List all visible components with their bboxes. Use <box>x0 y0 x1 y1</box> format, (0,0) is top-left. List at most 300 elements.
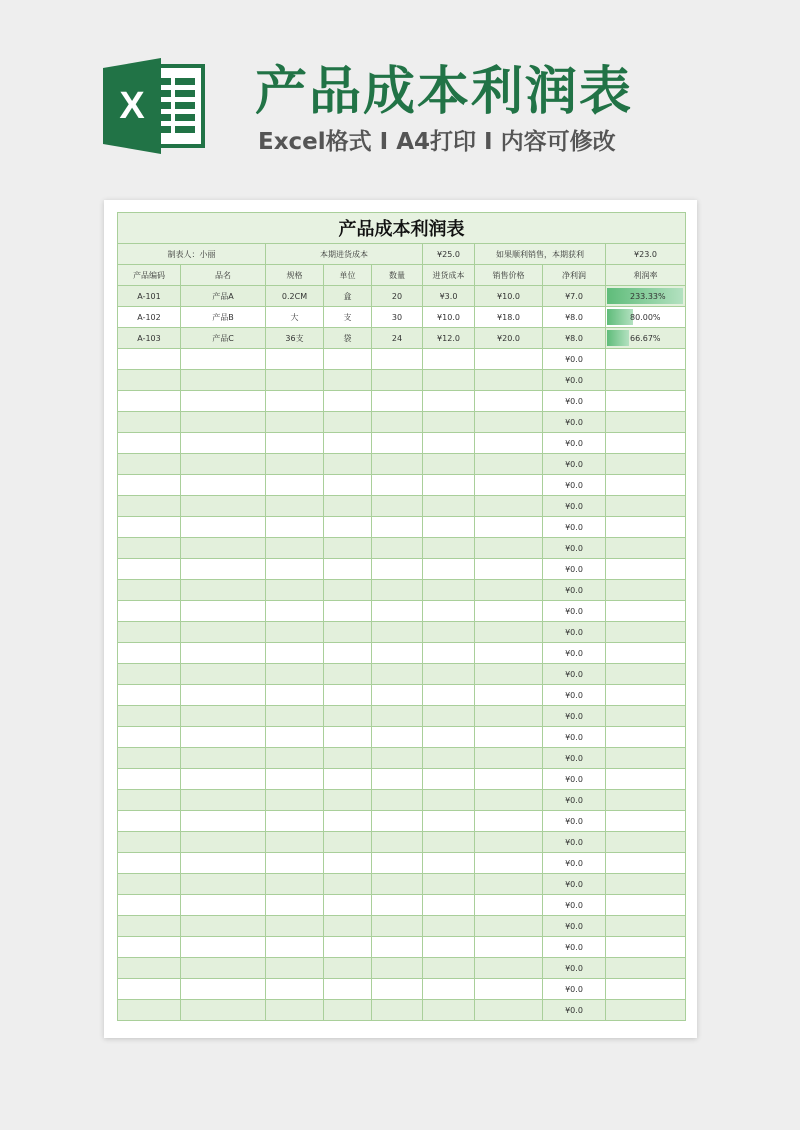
cell-profit[interactable]: ¥7.0 <box>543 286 606 307</box>
empty-cell[interactable] <box>324 496 372 517</box>
empty-cell[interactable] <box>181 727 266 748</box>
empty-cell[interactable] <box>372 769 423 790</box>
empty-cell[interactable] <box>181 853 266 874</box>
empty-cell[interactable] <box>324 349 372 370</box>
column-header[interactable]: 进货成本 <box>423 265 475 286</box>
empty-cell[interactable] <box>372 391 423 412</box>
empty-cell[interactable] <box>181 580 266 601</box>
cell-rate[interactable] <box>606 286 686 307</box>
cell-qty[interactable]: 24 <box>372 328 423 349</box>
empty-cell[interactable] <box>118 1000 181 1021</box>
cell-rate[interactable] <box>606 328 686 349</box>
empty-cell[interactable] <box>181 664 266 685</box>
empty-cell[interactable] <box>324 958 372 979</box>
cell-name[interactable]: 产品B <box>181 307 266 328</box>
empty-cell[interactable] <box>324 748 372 769</box>
empty-cell[interactable] <box>606 832 686 853</box>
empty-cell[interactable] <box>606 622 686 643</box>
empty-cell[interactable] <box>118 937 181 958</box>
empty-cell[interactable] <box>181 937 266 958</box>
column-header[interactable]: 数量 <box>372 265 423 286</box>
empty-cell[interactable] <box>118 370 181 391</box>
empty-cell[interactable] <box>423 496 475 517</box>
empty-cell[interactable] <box>118 517 181 538</box>
empty-cell[interactable] <box>475 391 543 412</box>
empty-cell[interactable] <box>475 727 543 748</box>
empty-cell[interactable] <box>475 433 543 454</box>
empty-cell[interactable] <box>372 874 423 895</box>
column-header[interactable]: 产品编码 <box>118 265 181 286</box>
column-header[interactable]: 销售价格 <box>475 265 543 286</box>
empty-cell[interactable] <box>266 622 324 643</box>
empty-cell[interactable] <box>266 454 324 475</box>
empty-cell[interactable] <box>423 475 475 496</box>
empty-cell[interactable] <box>475 517 543 538</box>
empty-cell[interactable] <box>606 979 686 1000</box>
cell-profit[interactable]: ¥0.0 <box>543 937 606 958</box>
empty-cell[interactable] <box>606 538 686 559</box>
empty-cell[interactable] <box>372 832 423 853</box>
empty-cell[interactable] <box>372 601 423 622</box>
empty-cell[interactable] <box>266 685 324 706</box>
empty-cell[interactable] <box>266 895 324 916</box>
cell-code[interactable]: A-103 <box>118 328 181 349</box>
empty-cell[interactable] <box>606 475 686 496</box>
empty-cell[interactable] <box>266 349 324 370</box>
empty-cell[interactable] <box>266 727 324 748</box>
empty-cell[interactable] <box>606 370 686 391</box>
empty-cell[interactable] <box>372 412 423 433</box>
column-header[interactable]: 利润率 <box>606 265 686 286</box>
empty-cell[interactable] <box>324 454 372 475</box>
empty-cell[interactable] <box>266 643 324 664</box>
empty-cell[interactable] <box>606 874 686 895</box>
empty-cell[interactable] <box>324 916 372 937</box>
cell-name[interactable]: 产品A <box>181 286 266 307</box>
empty-cell[interactable] <box>181 538 266 559</box>
empty-cell[interactable] <box>475 349 543 370</box>
empty-cell[interactable] <box>118 391 181 412</box>
cell-profit[interactable]: ¥8.0 <box>543 328 606 349</box>
cell-profit[interactable]: ¥0.0 <box>543 811 606 832</box>
empty-cell[interactable] <box>372 622 423 643</box>
empty-cell[interactable] <box>475 874 543 895</box>
cell-spec[interactable]: 0.2CM <box>266 286 324 307</box>
empty-cell[interactable] <box>118 895 181 916</box>
cell-profit[interactable]: ¥0.0 <box>543 601 606 622</box>
cell-profit[interactable]: ¥8.0 <box>543 307 606 328</box>
empty-cell[interactable] <box>181 1000 266 1021</box>
cell-profit[interactable]: ¥0.0 <box>543 433 606 454</box>
empty-cell[interactable] <box>324 433 372 454</box>
cell-code[interactable]: A-101 <box>118 286 181 307</box>
empty-cell[interactable] <box>324 580 372 601</box>
empty-cell[interactable] <box>475 706 543 727</box>
empty-cell[interactable] <box>118 853 181 874</box>
empty-cell[interactable] <box>266 580 324 601</box>
empty-cell[interactable] <box>423 706 475 727</box>
empty-cell[interactable] <box>181 748 266 769</box>
cell-profit[interactable]: ¥0.0 <box>543 349 606 370</box>
empty-cell[interactable] <box>266 664 324 685</box>
empty-cell[interactable] <box>324 979 372 1000</box>
cell-profit[interactable]: ¥0.0 <box>543 391 606 412</box>
empty-cell[interactable] <box>266 370 324 391</box>
empty-cell[interactable] <box>423 538 475 559</box>
empty-cell[interactable] <box>423 601 475 622</box>
empty-cell[interactable] <box>181 979 266 1000</box>
empty-cell[interactable] <box>118 790 181 811</box>
empty-cell[interactable] <box>423 811 475 832</box>
empty-cell[interactable] <box>606 580 686 601</box>
empty-cell[interactable] <box>423 958 475 979</box>
empty-cell[interactable] <box>606 601 686 622</box>
empty-cell[interactable] <box>475 454 543 475</box>
empty-cell[interactable] <box>423 769 475 790</box>
empty-cell[interactable] <box>118 811 181 832</box>
empty-cell[interactable] <box>181 916 266 937</box>
empty-cell[interactable] <box>324 769 372 790</box>
empty-cell[interactable] <box>324 370 372 391</box>
empty-cell[interactable] <box>266 412 324 433</box>
sheet-title[interactable]: 产品成本利润表 <box>118 213 686 244</box>
empty-cell[interactable] <box>423 685 475 706</box>
cell-spec[interactable]: 大 <box>266 307 324 328</box>
cell-profit[interactable]: ¥0.0 <box>543 979 606 1000</box>
cell-profit[interactable]: ¥0.0 <box>543 748 606 769</box>
empty-cell[interactable] <box>423 664 475 685</box>
empty-cell[interactable] <box>118 958 181 979</box>
cell-profit[interactable]: ¥0.0 <box>543 958 606 979</box>
empty-cell[interactable] <box>475 811 543 832</box>
empty-cell[interactable] <box>423 433 475 454</box>
empty-cell[interactable] <box>266 853 324 874</box>
cell-profit[interactable]: ¥0.0 <box>543 496 606 517</box>
empty-cell[interactable] <box>372 370 423 391</box>
cell-price[interactable]: ¥10.0 <box>475 286 543 307</box>
empty-cell[interactable] <box>423 832 475 853</box>
empty-cell[interactable] <box>423 559 475 580</box>
empty-cell[interactable] <box>606 559 686 580</box>
empty-cell[interactable] <box>475 832 543 853</box>
empty-cell[interactable] <box>606 349 686 370</box>
empty-cell[interactable] <box>181 622 266 643</box>
empty-cell[interactable] <box>475 370 543 391</box>
empty-cell[interactable] <box>324 601 372 622</box>
cell-price[interactable]: ¥18.0 <box>475 307 543 328</box>
empty-cell[interactable] <box>324 790 372 811</box>
empty-cell[interactable] <box>475 412 543 433</box>
empty-cell[interactable] <box>118 559 181 580</box>
empty-cell[interactable] <box>606 853 686 874</box>
empty-cell[interactable] <box>181 958 266 979</box>
empty-cell[interactable] <box>266 748 324 769</box>
empty-cell[interactable] <box>423 748 475 769</box>
empty-cell[interactable] <box>324 853 372 874</box>
cell-profit[interactable]: ¥0.0 <box>543 475 606 496</box>
empty-cell[interactable] <box>118 349 181 370</box>
empty-cell[interactable] <box>475 622 543 643</box>
empty-cell[interactable] <box>606 517 686 538</box>
empty-cell[interactable] <box>475 937 543 958</box>
empty-cell[interactable] <box>423 874 475 895</box>
empty-cell[interactable] <box>181 370 266 391</box>
empty-cell[interactable] <box>372 811 423 832</box>
empty-cell[interactable] <box>266 1000 324 1021</box>
empty-cell[interactable] <box>181 391 266 412</box>
empty-cell[interactable] <box>266 958 324 979</box>
empty-cell[interactable] <box>118 769 181 790</box>
empty-cell[interactable] <box>606 916 686 937</box>
empty-cell[interactable] <box>372 664 423 685</box>
empty-cell[interactable] <box>475 895 543 916</box>
empty-cell[interactable] <box>475 496 543 517</box>
empty-cell[interactable] <box>181 706 266 727</box>
empty-cell[interactable] <box>606 937 686 958</box>
cell-profit[interactable]: ¥0.0 <box>543 832 606 853</box>
empty-cell[interactable] <box>266 475 324 496</box>
cell-profit[interactable]: ¥0.0 <box>543 790 606 811</box>
empty-cell[interactable] <box>118 874 181 895</box>
empty-cell[interactable] <box>423 895 475 916</box>
empty-cell[interactable] <box>266 706 324 727</box>
column-header[interactable]: 品名 <box>181 265 266 286</box>
empty-cell[interactable] <box>423 580 475 601</box>
cell-cost[interactable]: ¥12.0 <box>423 328 475 349</box>
cell-profit[interactable]: ¥0.0 <box>543 622 606 643</box>
empty-cell[interactable] <box>372 853 423 874</box>
empty-cell[interactable] <box>372 790 423 811</box>
empty-cell[interactable] <box>118 622 181 643</box>
empty-cell[interactable] <box>181 496 266 517</box>
cell-spec[interactable]: 36支 <box>266 328 324 349</box>
empty-cell[interactable] <box>372 559 423 580</box>
empty-cell[interactable] <box>475 1000 543 1021</box>
empty-cell[interactable] <box>118 748 181 769</box>
empty-cell[interactable] <box>266 601 324 622</box>
empty-cell[interactable] <box>324 937 372 958</box>
maker-cell[interactable]: 制表人：小丽 <box>118 244 266 265</box>
empty-cell[interactable] <box>324 643 372 664</box>
empty-cell[interactable] <box>118 412 181 433</box>
empty-cell[interactable] <box>181 811 266 832</box>
empty-cell[interactable] <box>423 517 475 538</box>
empty-cell[interactable] <box>118 685 181 706</box>
empty-cell[interactable] <box>423 937 475 958</box>
empty-cell[interactable] <box>475 853 543 874</box>
empty-cell[interactable] <box>606 769 686 790</box>
cell-rate[interactable] <box>606 307 686 328</box>
empty-cell[interactable] <box>118 832 181 853</box>
empty-cell[interactable] <box>372 937 423 958</box>
cell-name[interactable]: 产品C <box>181 328 266 349</box>
empty-cell[interactable] <box>266 979 324 1000</box>
empty-cell[interactable] <box>606 895 686 916</box>
cell-qty[interactable]: 30 <box>372 307 423 328</box>
empty-cell[interactable] <box>266 916 324 937</box>
empty-cell[interactable] <box>181 517 266 538</box>
empty-cell[interactable] <box>372 517 423 538</box>
empty-cell[interactable] <box>372 916 423 937</box>
empty-cell[interactable] <box>181 454 266 475</box>
empty-cell[interactable] <box>372 685 423 706</box>
empty-cell[interactable] <box>181 412 266 433</box>
empty-cell[interactable] <box>475 601 543 622</box>
cell-profit[interactable]: ¥0.0 <box>543 895 606 916</box>
empty-cell[interactable] <box>118 916 181 937</box>
empty-cell[interactable] <box>475 685 543 706</box>
empty-cell[interactable] <box>324 1000 372 1021</box>
empty-cell[interactable] <box>372 706 423 727</box>
empty-cell[interactable] <box>324 874 372 895</box>
empty-cell[interactable] <box>372 538 423 559</box>
cell-profit[interactable]: ¥0.0 <box>543 685 606 706</box>
empty-cell[interactable] <box>266 790 324 811</box>
empty-cell[interactable] <box>324 412 372 433</box>
empty-cell[interactable] <box>324 391 372 412</box>
cost-value-cell[interactable]: ¥25.0 <box>423 244 475 265</box>
empty-cell[interactable] <box>324 664 372 685</box>
empty-cell[interactable] <box>181 685 266 706</box>
empty-cell[interactable] <box>324 559 372 580</box>
profit-label-cell[interactable]: 如果顺利销售，本期获利 <box>475 244 606 265</box>
empty-cell[interactable] <box>372 349 423 370</box>
cell-code[interactable]: A-102 <box>118 307 181 328</box>
empty-cell[interactable] <box>606 958 686 979</box>
empty-cell[interactable] <box>266 811 324 832</box>
empty-cell[interactable] <box>118 706 181 727</box>
empty-cell[interactable] <box>324 811 372 832</box>
cell-profit[interactable]: ¥0.0 <box>543 643 606 664</box>
empty-cell[interactable] <box>266 937 324 958</box>
empty-cell[interactable] <box>423 370 475 391</box>
empty-cell[interactable] <box>266 769 324 790</box>
empty-cell[interactable] <box>181 643 266 664</box>
empty-cell[interactable] <box>118 664 181 685</box>
cell-profit[interactable]: ¥0.0 <box>543 412 606 433</box>
empty-cell[interactable] <box>372 979 423 1000</box>
empty-cell[interactable] <box>266 496 324 517</box>
empty-cell[interactable] <box>475 790 543 811</box>
empty-cell[interactable] <box>181 601 266 622</box>
cell-cost[interactable]: ¥10.0 <box>423 307 475 328</box>
cell-cost[interactable]: ¥3.0 <box>423 286 475 307</box>
empty-cell[interactable] <box>372 1000 423 1021</box>
empty-cell[interactable] <box>181 832 266 853</box>
cell-profit[interactable]: ¥0.0 <box>543 727 606 748</box>
empty-cell[interactable] <box>606 664 686 685</box>
empty-cell[interactable] <box>423 979 475 1000</box>
empty-cell[interactable] <box>372 727 423 748</box>
empty-cell[interactable] <box>324 832 372 853</box>
empty-cell[interactable] <box>606 412 686 433</box>
empty-cell[interactable] <box>423 454 475 475</box>
cell-profit[interactable]: ¥0.0 <box>543 538 606 559</box>
empty-cell[interactable] <box>372 580 423 601</box>
cell-unit[interactable]: 支 <box>324 307 372 328</box>
empty-cell[interactable] <box>118 433 181 454</box>
cell-profit[interactable]: ¥0.0 <box>543 874 606 895</box>
empty-cell[interactable] <box>372 895 423 916</box>
empty-cell[interactable] <box>475 958 543 979</box>
empty-cell[interactable] <box>118 580 181 601</box>
cell-unit[interactable]: 袋 <box>324 328 372 349</box>
empty-cell[interactable] <box>324 475 372 496</box>
cell-profit[interactable]: ¥0.0 <box>543 853 606 874</box>
empty-cell[interactable] <box>475 643 543 664</box>
empty-cell[interactable] <box>181 433 266 454</box>
empty-cell[interactable] <box>606 1000 686 1021</box>
cell-profit[interactable]: ¥0.0 <box>543 559 606 580</box>
cell-unit[interactable]: 盒 <box>324 286 372 307</box>
empty-cell[interactable] <box>475 979 543 1000</box>
empty-cell[interactable] <box>118 979 181 1000</box>
empty-cell[interactable] <box>606 391 686 412</box>
empty-cell[interactable] <box>606 790 686 811</box>
empty-cell[interactable] <box>372 748 423 769</box>
empty-cell[interactable] <box>266 517 324 538</box>
empty-cell[interactable] <box>324 895 372 916</box>
empty-cell[interactable] <box>606 706 686 727</box>
empty-cell[interactable] <box>118 727 181 748</box>
empty-cell[interactable] <box>266 832 324 853</box>
empty-cell[interactable] <box>475 538 543 559</box>
empty-cell[interactable] <box>181 874 266 895</box>
empty-cell[interactable] <box>324 685 372 706</box>
empty-cell[interactable] <box>475 769 543 790</box>
empty-cell[interactable] <box>181 559 266 580</box>
empty-cell[interactable] <box>606 748 686 769</box>
empty-cell[interactable] <box>324 517 372 538</box>
empty-cell[interactable] <box>181 895 266 916</box>
empty-cell[interactable] <box>606 727 686 748</box>
empty-cell[interactable] <box>606 643 686 664</box>
empty-cell[interactable] <box>266 874 324 895</box>
cell-profit[interactable]: ¥0.0 <box>543 769 606 790</box>
empty-cell[interactable] <box>118 601 181 622</box>
cell-profit[interactable]: ¥0.0 <box>543 370 606 391</box>
empty-cell[interactable] <box>372 643 423 664</box>
column-header[interactable]: 规格 <box>266 265 324 286</box>
cell-profit[interactable]: ¥0.0 <box>543 706 606 727</box>
empty-cell[interactable] <box>266 433 324 454</box>
empty-cell[interactable] <box>324 622 372 643</box>
empty-cell[interactable] <box>181 349 266 370</box>
profit-value-cell[interactable]: ¥23.0 <box>606 244 686 265</box>
empty-cell[interactable] <box>324 538 372 559</box>
empty-cell[interactable] <box>372 433 423 454</box>
empty-cell[interactable] <box>423 1000 475 1021</box>
column-header[interactable]: 净利润 <box>543 265 606 286</box>
cell-profit[interactable]: ¥0.0 <box>543 664 606 685</box>
empty-cell[interactable] <box>423 412 475 433</box>
empty-cell[interactable] <box>372 454 423 475</box>
empty-cell[interactable] <box>423 790 475 811</box>
empty-cell[interactable] <box>118 475 181 496</box>
empty-cell[interactable] <box>423 643 475 664</box>
empty-cell[interactable] <box>372 496 423 517</box>
empty-cell[interactable] <box>606 433 686 454</box>
empty-cell[interactable] <box>181 769 266 790</box>
empty-cell[interactable] <box>372 475 423 496</box>
empty-cell[interactable] <box>475 916 543 937</box>
empty-cell[interactable] <box>606 496 686 517</box>
empty-cell[interactable] <box>475 559 543 580</box>
empty-cell[interactable] <box>372 958 423 979</box>
empty-cell[interactable] <box>475 664 543 685</box>
empty-cell[interactable] <box>606 811 686 832</box>
empty-cell[interactable] <box>324 706 372 727</box>
